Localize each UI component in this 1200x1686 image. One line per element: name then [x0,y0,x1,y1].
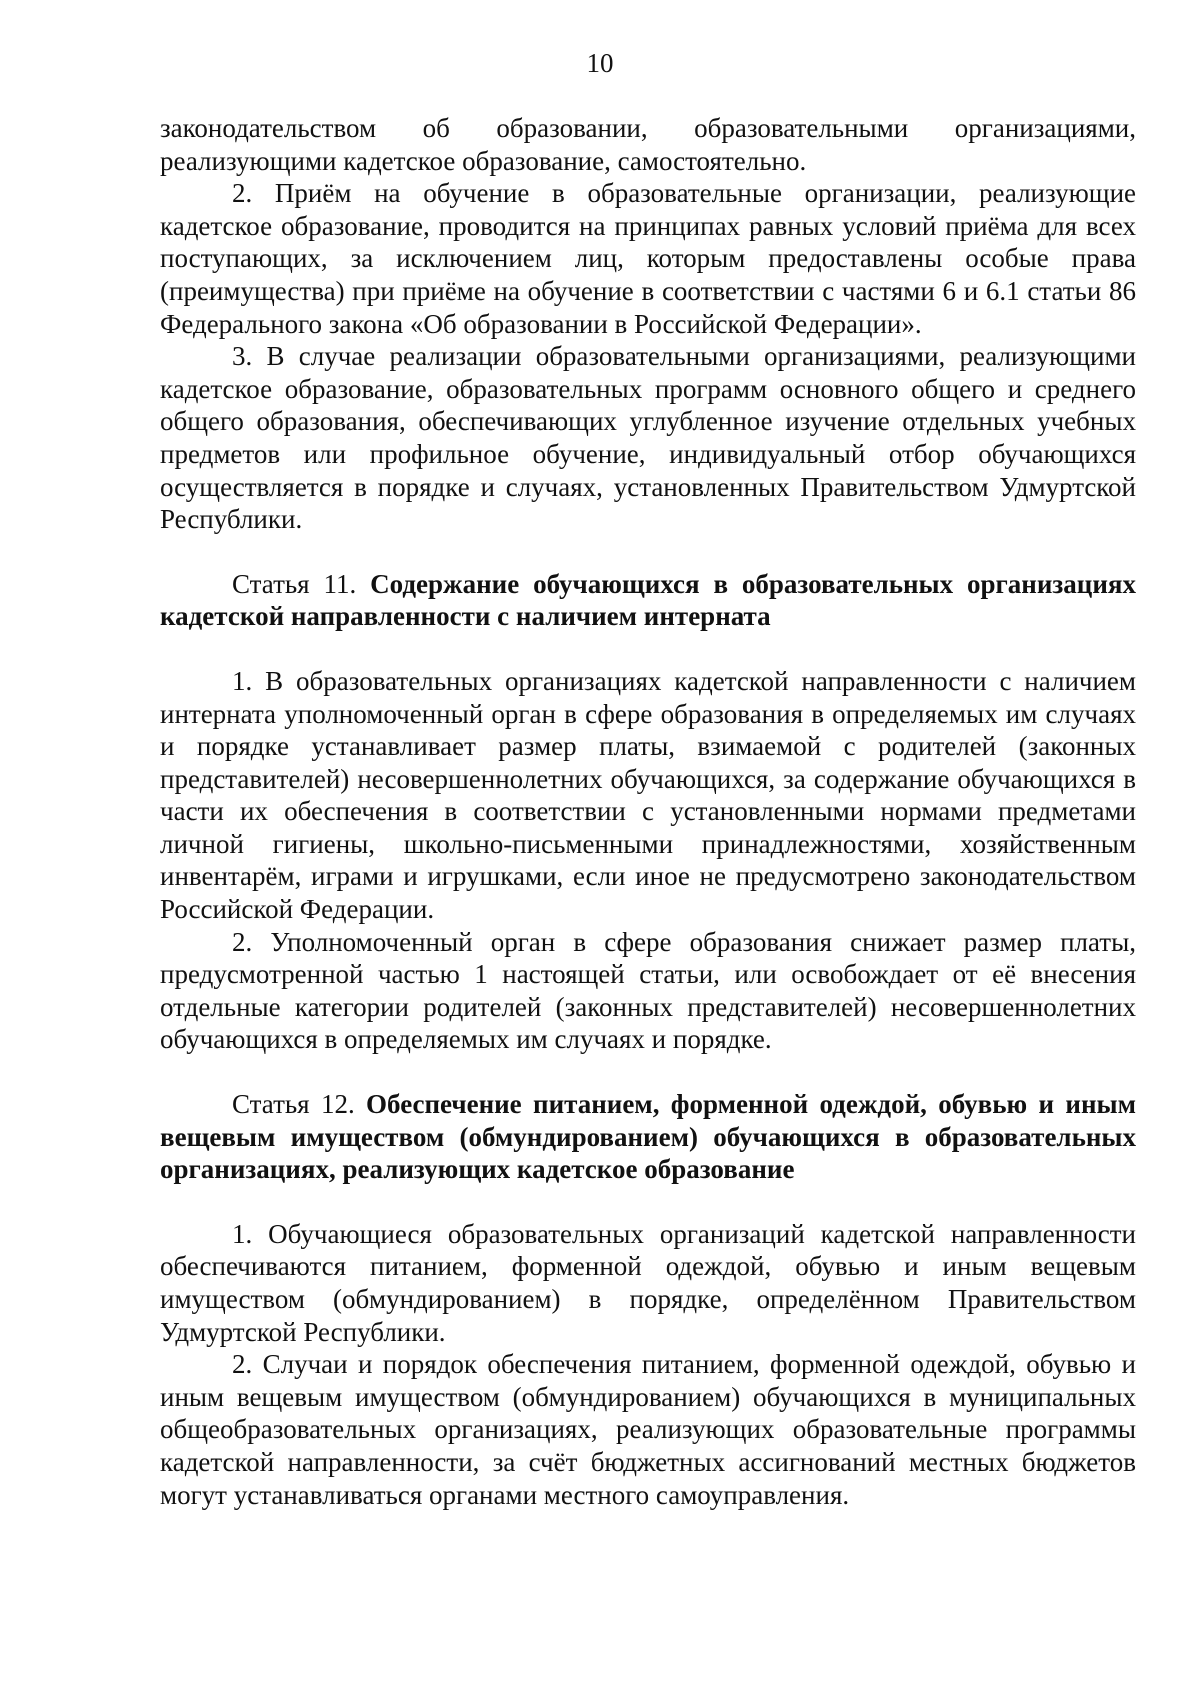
paragraph: 2. Приём на обучение в образовательные организации, реализующие кадетское образование, проводится на принципах равных условий приёма для всех поступающих, за исключением лиц, которым предоставлены особые права (преимущества) при приёме на обучение в соответствии с частями 6 и 6.1 статьи 86 Федерального закона «Об образовании в Российской Федерации». [160,178,1136,339]
article-number: Статья 11. [232,568,357,599]
article-number: Статья 12. [232,1089,355,1120]
article-heading [160,1088,1136,1186]
paragraph: 2. Уполномоченный орган в сфере образования снижает размер платы, предусмотренной частью 1 настоящей статьи, или освобождает от её внесения отдельные категории родителей (законных представителей) несовершеннолетних обучающихся в определяемых им случаях и порядке. [160,926,1136,1055]
article-title: Обеспечение питанием, форменной одеждой, обувью и иным вещевым имуществом (обмундированием) обучающихся в образовательных организациях, реализующих кадетское образование [160,1089,1136,1185]
paragraph: 3. В случае реализации образовательными организациями, реализующими кадетское образование, образовательных программ основного общего и среднего общего образования, обеспечивающих углубленное изучение отдельных учебных предметов или профильное обучение, индивидуальный отбор обучающихся осуществляется в порядке и случаях, установленных Правительством Удмуртской Республики. [160,341,1136,535]
document-body [160,112,1136,1511]
paragraph: 2. Случаи и порядок обеспечения питанием, форменной одеждой, обувью и иным вещевым имуществом (обмундированием) обучающихся в муниципальных общеобразовательных организациях, реализующих образовательные программы кадетской направленности, за счёт бюджетных ассигнований местных бюджетов могут устанавливаться органами местного самоуправления. [160,1349,1136,1510]
article-heading [160,568,1136,633]
page-number: 10 [586,48,614,78]
article-title: Содержание обучающихся в образовательных организациях кадетской направленности с наличием интерната [160,568,1136,632]
paragraph: 1. В образовательных организациях кадетской направленности с наличием интерната уполномоченный орган в сфере образования в определяемых им случаях и порядке устанавливает размер платы, взимаемой с родителей (законных представителей) несовершеннолетних обучающихся, за содержание обучающихся в части их обеспечения в соответствии с установленными нормами предметами личной гигиены, школьно-письменными принадлежностями, хозяйственным инвентарём, играми и игрушками, если иное не предусмотрено законодательством Российской Федерации. [160,665,1136,925]
paragraph: законодательством об образовании, образовательными организациями, реализующими кадетское образование, самостоятельно. [160,113,1136,176]
paragraph: 1. Обучающиеся образовательных организаций кадетской направленности обеспечиваются питанием, форменной одеждой, обувью и иным вещевым имуществом (обмундированием) в порядке, определённом Правительством Удмуртской Республики. [160,1218,1136,1347]
